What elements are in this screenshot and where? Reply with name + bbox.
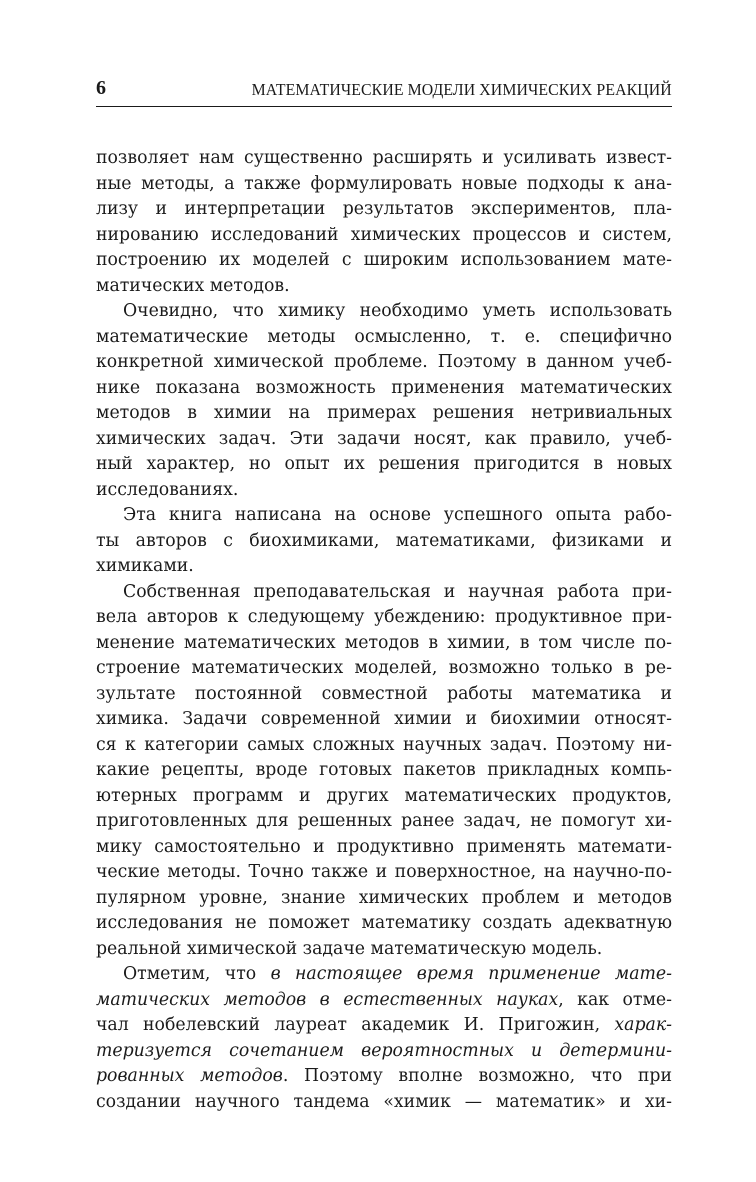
text-line: создании научного тандема «химик — математик» и хи- — [96, 1091, 672, 1112]
text-line: матических методов. — [96, 275, 290, 296]
text-line: зультате постоянной совместной работы математика и — [96, 683, 672, 704]
text-line — [96, 1064, 672, 1090]
text-line: приготовленных для решенных ранее задач, не помогут хи- — [96, 811, 672, 831]
text-line: Очевидно, что химику необходимо уметь использовать — [123, 301, 672, 321]
text-line: химиками. — [96, 556, 194, 576]
text-run: . Поэтому вполне возможно, что при — [282, 1066, 672, 1086]
italic-text-run: теризуется сочетанием вероятностных и детермини- — [96, 1040, 672, 1061]
text-line: какие рецепты, вроде готовых пакетов прикладных компь- — [96, 760, 672, 780]
paragraph-5 — [96, 962, 672, 1115]
text-line: нике показана возможность применения математических — [96, 377, 672, 398]
text-line: ный характер, но опыт их решения пригодится в новых — [96, 454, 672, 474]
text-line: ютерных программ и других математических продуктов, — [96, 785, 672, 806]
text-run: чал нобелевский лауреат академик И. Пригожин, — [96, 1015, 615, 1035]
body-text — [96, 146, 672, 1115]
text-line: ты авторов с биохимиками, математиками, физиками и — [96, 530, 672, 551]
text-run: , как отме- — [558, 989, 672, 1010]
text-line — [96, 962, 672, 988]
text-line: исследования не поможет математику создать адекватную — [96, 913, 672, 933]
paragraph-2 — [96, 299, 672, 503]
text-line: мику самостоятельно и продуктивно применять математи- — [96, 836, 672, 857]
paragraph-4 — [96, 580, 672, 963]
text-line: математические методы осмысленно, т. е. специфично — [96, 326, 672, 347]
text-line: вела авторов к следующему убеждению: продуктивное при- — [96, 607, 672, 627]
text-line: нированию исследований химических процессов и систем, — [96, 224, 672, 245]
text-line: химических задач. Эти задачи носят, как правило, учеб- — [96, 428, 672, 449]
text-line: позволяет нам существенно расширять и усиливать извест- — [96, 148, 672, 168]
text-line: исследованиях. — [96, 479, 239, 500]
text-line: ные методы, а также формулировать новые подходы к ана- — [96, 173, 672, 194]
running-title: МАТЕМАТИЧЕСКИЕ МОДЕЛИ ХИМИЧЕСКИХ РЕАКЦИЙ — [251, 80, 672, 99]
italic-text-run: в настоящее время применение мате- — [270, 964, 672, 984]
text-line: ся к категории самых сложных научных задач. Поэтому ни- — [96, 734, 672, 755]
text-run: Отметим, что — [123, 964, 271, 984]
text-line: химика. Задачи современной химии и биохимии относят- — [96, 709, 672, 729]
text-line: построению их моделей с широким использованием мате- — [96, 250, 672, 270]
text-line — [96, 988, 672, 1014]
text-line: реальной химической задаче математическую модель. — [96, 938, 603, 959]
page-header — [96, 66, 672, 107]
italic-text-run: матических методов в естественных науках — [96, 989, 559, 1010]
text-line: строение математических моделей, возможно только в ре- — [96, 658, 672, 678]
page-number: 6 — [96, 77, 106, 99]
text-line: ческие методы. Точно также и поверхностное, на научно-по- — [96, 862, 672, 882]
text-line: Эта книга написана на основе успешного опыта рабо- — [123, 505, 672, 525]
paragraph-1 — [96, 146, 672, 299]
text-line: лизу и интерпретации результатов экспериментов, пла- — [96, 199, 672, 219]
text-line: методов в химии на примерах решения нетривиальных — [96, 403, 672, 423]
text-line: конкретной химической проблеме. Поэтому в данном учеб- — [96, 352, 672, 372]
italic-text-run: рованных методов — [96, 1066, 283, 1086]
paragraph-3 — [96, 503, 672, 580]
text-line: Собственная преподавательская и научная работа при- — [123, 581, 672, 602]
text-line: пулярном уровне, знание химических проблем и методов — [96, 887, 672, 908]
text-line — [96, 1039, 672, 1065]
text-line: менение математических методов в химии, в том числе по- — [96, 632, 672, 653]
text-line — [96, 1013, 672, 1039]
italic-text-run: харак- — [614, 1015, 672, 1035]
